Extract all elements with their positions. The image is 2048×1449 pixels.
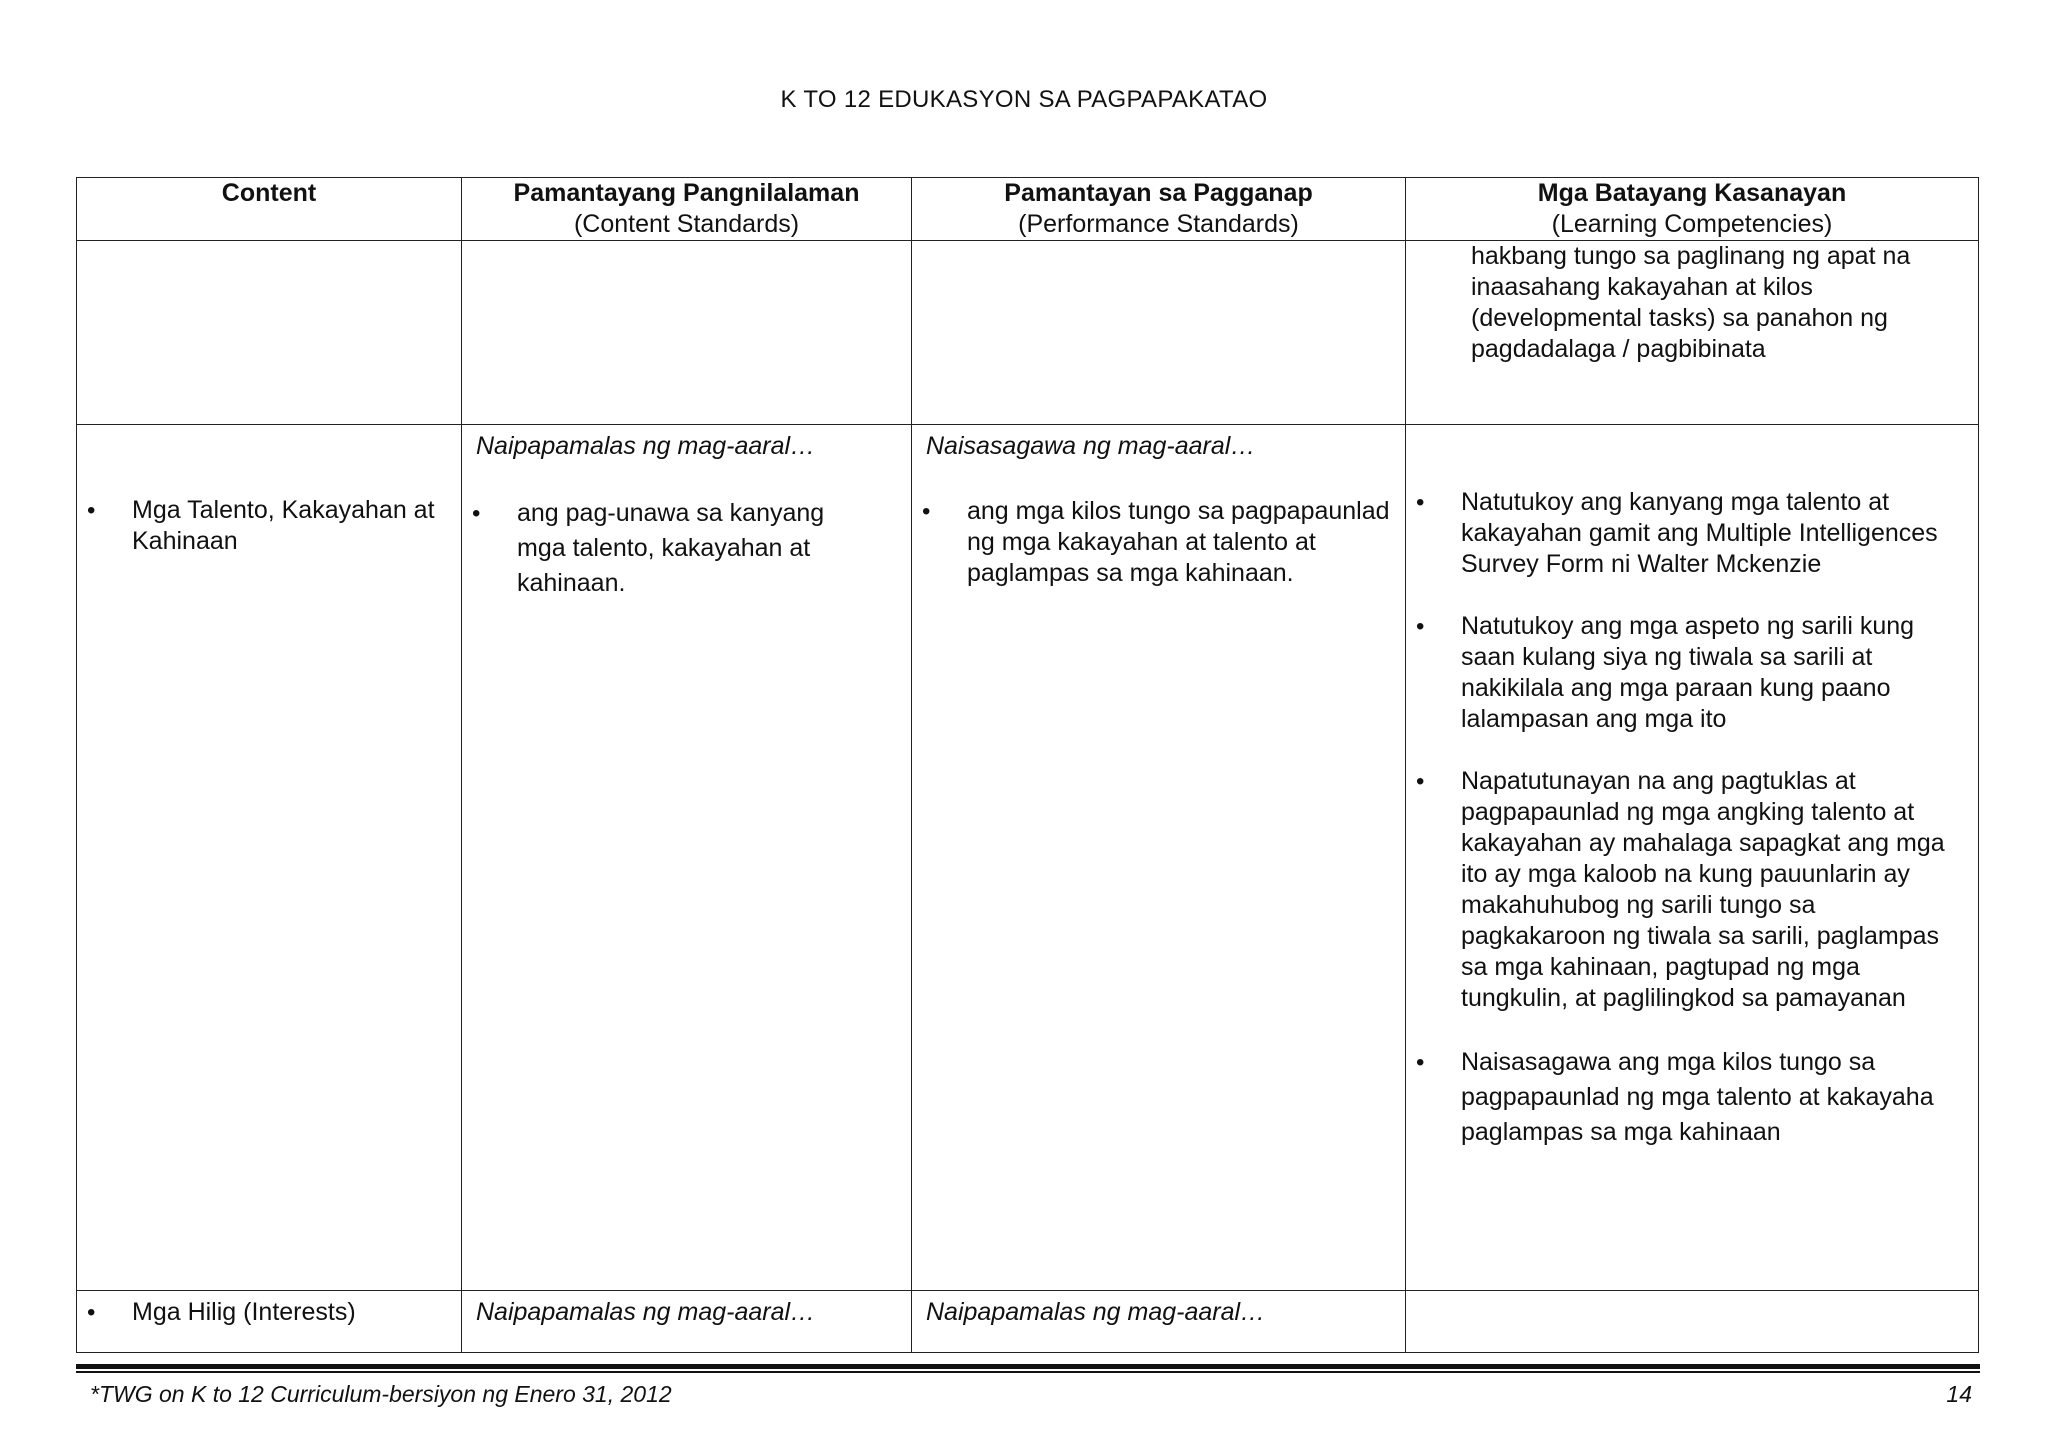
content-standard-list — [462, 496, 911, 601]
content-standard-item: • ang pag-unawa sa kanyang mga talento, kakayahan at kahinaan. — [462, 496, 911, 601]
header-content-standards-sub: (Content Standards) — [573, 210, 800, 238]
header-content-standards — [462, 178, 912, 241]
performance-standard-intro: Naisasagawa ng mag-aaral… — [926, 432, 1256, 460]
competency-item: • Napatutunayan na ang pagtuklas at pagpapaunlad ng mga angking talento at kakayahan ay mahalaga sapagkat ang mga ito ay mga kaloob na kung pauunlarin ay makahuhubog ng sarili tungo sa pagkakaroon ng tiwala sa sarili, paglampas sa mga kahinaan, pagtupad ng mga tungkulin, at paglilingkod sa pamayanan — [1406, 766, 1978, 1014]
content-item: • Mga Hilig (Interests) — [77, 1297, 461, 1328]
competency-item: • Natutukoy ang kanyang mga talento at kakayahan gamit ang Multiple Intelligences Survey Form ni Walter Mckenzie — [1406, 487, 1978, 580]
row1-performance-standard-cell — [912, 241, 1406, 425]
competency-list — [1406, 487, 1978, 1150]
table-header-row — [77, 178, 1979, 241]
header-content-label: Content — [221, 179, 317, 207]
header-competencies-sub: (Learning Competencies) — [1551, 210, 1833, 238]
content-standard-intro: Naipapamalas ng mag-aaral… — [476, 432, 816, 460]
row2-competency-cell — [1406, 425, 1979, 1291]
header-content — [77, 178, 462, 241]
competency-continuation: hakbang tungo sa paglinang ng apat na inaasahang kakayahan at kilos (developmental tasks) sa panahon ng pagdadalaga / pagbibinata — [1471, 242, 1911, 363]
row3-competency-cell — [1406, 1291, 1979, 1353]
row3-performance-standard-cell — [912, 1291, 1406, 1353]
content-standard-intro: Naipapamalas ng mag-aaral… — [476, 1298, 816, 1326]
header-competencies — [1406, 178, 1979, 241]
performance-standard-item: • ang mga kilos tungo sa pagpapaunlad ng mga kakayahan at talento at paglampas sa mga kahinaan. — [912, 496, 1405, 589]
curriculum-table — [76, 177, 1979, 1353]
competency-item: • Naisasagawa ang mga kilos tungo sa pagpapaunlad ng mga talento at kakayaha paglampas sa mga kahinaan — [1406, 1045, 1978, 1150]
header-content-standards-title: Pamantayang Pangnilalaman — [513, 179, 860, 207]
performance-standard-intro: Naipapamalas ng mag-aaral… — [926, 1298, 1266, 1326]
competency-item: • Natutukoy ang mga aspeto ng sarili kung saan kulang siya ng tiwala sa sarili at nakikilala ang mga paraan kung paano lalampasan ang mga ito — [1406, 611, 1978, 735]
row1-competency-cell — [1406, 241, 1979, 425]
table-row — [77, 1291, 1979, 1353]
header-performance-standards-title: Pamantayan sa Pagganap — [1004, 179, 1313, 207]
content-list — [77, 495, 461, 557]
performance-standard-list — [912, 496, 1405, 589]
document-title: K TO 12 EDUKASYON SA PAGPAPAKATAO — [780, 86, 1268, 113]
header-performance-standards-sub: (Performance Standards) — [1018, 210, 1299, 238]
footer-rule — [76, 1364, 1980, 1369]
row1-content-standard-cell — [462, 241, 912, 425]
header-performance-standards — [912, 178, 1406, 241]
row3-content-cell — [77, 1291, 462, 1353]
table-row — [77, 241, 1979, 425]
table-row — [77, 425, 1979, 1291]
content-item: • Mga Talento, Kakayahan at Kahinaan — [77, 495, 461, 557]
footer-rule-thin — [76, 1371, 1980, 1373]
row2-content-cell — [77, 425, 462, 1291]
row1-content-cell — [77, 241, 462, 425]
footer-note: *TWG on K to 12 Curriculum-bersiyon ng Enero 31, 2012 — [90, 1381, 672, 1407]
content-list — [77, 1297, 461, 1328]
page-number: 14 — [1946, 1381, 1972, 1407]
row2-content-standard-cell — [462, 425, 912, 1291]
header-competencies-title: Mga Batayang Kasanayan — [1537, 179, 1847, 207]
row2-performance-standard-cell — [912, 425, 1406, 1291]
row3-content-standard-cell — [462, 1291, 912, 1353]
